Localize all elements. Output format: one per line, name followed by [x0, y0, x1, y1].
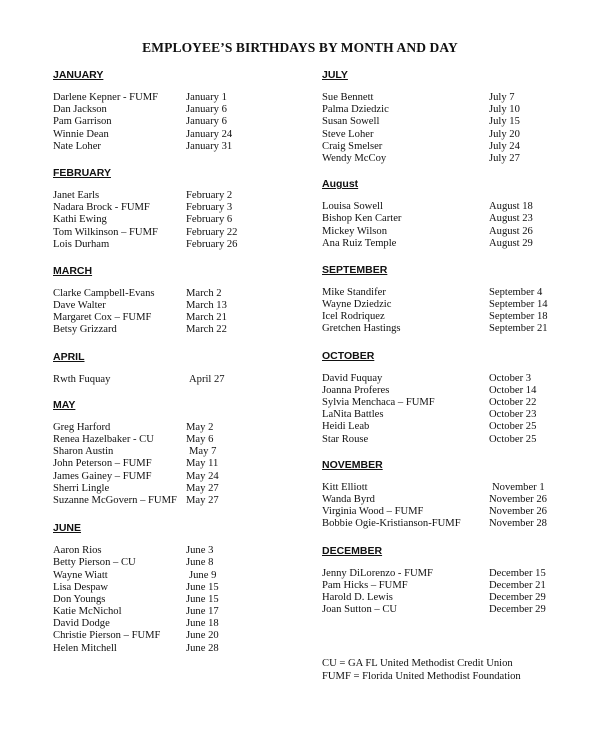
birthday-date: August 26 [489, 225, 533, 237]
list-item [53, 116, 303, 128]
month-heading: August [322, 178, 359, 191]
employee-name: Janet Earls [53, 189, 100, 201]
employee-name: Steve Loher [322, 128, 374, 140]
month-block-january [53, 68, 303, 153]
birthday-date: June 8 [186, 557, 214, 569]
list-item [322, 385, 582, 397]
employee-name: Star Rouse [322, 433, 369, 445]
list-item [53, 495, 303, 507]
employee-name: Craig Smelser [322, 140, 383, 152]
employee-name: Don Youngs [53, 593, 106, 605]
birthday-date: November 26 [489, 506, 547, 518]
employee-name: Sherri Lingle [53, 482, 110, 494]
employee-name: Winnie Dean [53, 128, 109, 140]
employee-name: Wayne Dziedzic [322, 299, 392, 311]
list-item [53, 545, 303, 557]
employee-name: Heidi Leab [322, 421, 370, 433]
birthday-date: June 15 [186, 593, 219, 605]
birthday-date: September 14 [489, 299, 548, 311]
list-item [322, 104, 582, 116]
employee-name: Mickey Wilson [322, 225, 387, 237]
birthday-date: September 18 [489, 311, 548, 323]
list-item [322, 604, 582, 616]
employee-name: Bishop Ken Carter [322, 213, 402, 225]
birthday-date: January 1 [186, 92, 227, 103]
list-item [53, 434, 303, 446]
month-heading: NOVEMBER [322, 458, 383, 471]
month-block-april [53, 350, 303, 386]
birthday-date: January 6 [186, 104, 227, 116]
employee-name: Ana Ruiz Temple [322, 237, 397, 249]
employee-name: Lisa Despaw [53, 581, 109, 593]
list-item [53, 239, 303, 251]
list-item [53, 214, 303, 226]
employee-name: Greg Harford [53, 421, 111, 433]
list-item [53, 630, 303, 642]
birthday-date: April 27 [189, 373, 225, 385]
birthday-date: October 25 [489, 433, 537, 445]
list-item [53, 606, 303, 618]
employee-name: Sylvia Menchaca – FUMF [322, 397, 435, 408]
birthday-date: August 18 [489, 201, 533, 213]
employee-name: Tom Wilkinson – FUMF [53, 226, 158, 238]
page-title: EMPLOYEE’S BIRTHDAYS BY MONTH AND DAY [142, 40, 458, 55]
birthday-date: July 24 [489, 140, 520, 152]
birthday-date: December 21 [489, 579, 546, 591]
list-item [322, 434, 582, 446]
employee-name: Joan Sutton – CU [322, 604, 398, 616]
list-item [53, 104, 303, 116]
birthday-date: March 2 [186, 287, 222, 299]
list-item [322, 226, 582, 238]
month-heading: APRIL [53, 350, 85, 363]
employee-name: Betty Pierson – CU [53, 557, 136, 569]
month-block-december [322, 544, 582, 617]
list-item [322, 299, 582, 311]
month-block-november [322, 458, 582, 531]
birthday-date: July 7 [489, 92, 515, 103]
birthday-date: October 23 [489, 409, 537, 421]
employee-name: David Fuquay [322, 372, 383, 384]
birthday-date: June 18 [186, 618, 219, 630]
birthday-date: May 7 [189, 446, 217, 458]
employee-name: LaNita Battles [322, 409, 384, 421]
list-item [322, 373, 582, 385]
birthday-date: December 29 [489, 604, 546, 616]
list-item [322, 518, 582, 530]
employee-name: Joanna Proferes [322, 384, 390, 396]
birthday-date: March 22 [186, 324, 227, 336]
birthday-date: March 21 [186, 312, 227, 324]
birthday-date: June 20 [186, 630, 219, 642]
list-item [53, 643, 303, 655]
list-item [322, 482, 582, 494]
birthday-date: September 21 [489, 323, 548, 335]
list-item [322, 238, 582, 250]
birthday-date: November 1 [492, 481, 545, 493]
employee-name: Renea Hazelbaker - CU [53, 434, 154, 445]
list-item [322, 141, 582, 153]
birthday-date: February 6 [186, 214, 233, 226]
month-block-may [53, 398, 303, 507]
list-item [53, 129, 303, 141]
month-block-june [53, 521, 303, 655]
list-item [53, 141, 303, 153]
employee-name: Dave Walter [53, 300, 106, 312]
employee-name: Katie McNichol [53, 606, 122, 618]
list-item [53, 312, 303, 324]
list-item [322, 311, 582, 323]
employee-name: Wayne Wiatt [53, 569, 108, 581]
employee-name: Pam Hicks – FUMF [322, 579, 408, 591]
employee-name: Rwth Fuquay [53, 373, 111, 385]
list-item [322, 568, 582, 580]
birthday-date: September 4 [489, 286, 543, 298]
legend-note-cu: CU = GA FL United Methodist Credit Union [322, 658, 513, 669]
list-item [53, 557, 303, 569]
birthday-date: October 3 [489, 372, 532, 384]
right-column [322, 68, 582, 628]
month-heading: JANUARY [53, 69, 104, 81]
legend-note-fumf: FUMF = Florida United Methodist Foundation [322, 671, 521, 682]
employee-name: Kitt Elliott [322, 481, 368, 493]
birthday-date: October 25 [489, 421, 537, 433]
list-item [53, 422, 303, 434]
employee-name: Christie Pierson – FUMF [53, 630, 161, 642]
employee-name: Darlene Kepner - FUMF [53, 92, 159, 103]
employee-name: Dan Jackson [53, 104, 107, 116]
birthday-date: July 15 [489, 116, 520, 128]
list-item [53, 324, 303, 336]
employee-name: David Dodge [53, 618, 110, 630]
list-item [53, 594, 303, 606]
employee-name: John Peterson – FUMF [53, 458, 152, 470]
month-block-august [322, 177, 582, 250]
list-item [322, 287, 582, 299]
list-item [322, 409, 582, 421]
month-heading: FEBRUARY [53, 166, 111, 179]
birthday-date: February 22 [186, 226, 238, 238]
employee-name: Harold D. Lewis [322, 591, 393, 603]
month-block-october [322, 349, 582, 446]
list-item [53, 374, 303, 386]
birthday-date: May 24 [186, 470, 219, 482]
employee-name: Gretchen Hastings [322, 323, 401, 335]
birthday-date: May 2 [186, 421, 214, 433]
employee-name: Suzanne McGovern – FUMF [53, 494, 177, 506]
employee-name: Pam Garrison [53, 116, 112, 128]
list-item [53, 300, 303, 312]
month-heading: JULY [322, 69, 348, 81]
list-item [53, 288, 303, 300]
employee-name: Kathi Ewing [53, 214, 107, 226]
left-column [53, 68, 303, 667]
month-block-july [322, 68, 582, 165]
employee-name: Sharon Austin [53, 446, 114, 458]
month-heading: MARCH [53, 264, 93, 277]
birthday-date: July 10 [489, 104, 520, 116]
legend-notes [322, 657, 521, 683]
employee-name: Jenny DiLorenzo - FUMF [322, 567, 433, 579]
birthday-date: November 26 [489, 493, 547, 505]
month-heading: SEPTEMBER [322, 263, 388, 276]
employee-name: Louisa Sowell [322, 201, 383, 213]
employee-name: Susan Sowell [322, 116, 380, 128]
birthday-date: May 6 [186, 434, 214, 445]
list-item [322, 397, 582, 409]
list-item [53, 458, 303, 470]
list-item [53, 582, 303, 594]
month-heading: MAY [53, 398, 76, 411]
list-item [322, 592, 582, 604]
birthday-date: February 3 [186, 202, 233, 214]
birthday-date: August 23 [489, 213, 533, 225]
list-item [53, 202, 303, 214]
employee-name: Virginia Wood – FUMF [322, 506, 424, 518]
employee-name: Clarke Campbell-Evans [53, 287, 155, 299]
birthday-date: December 29 [489, 591, 546, 603]
list-item [53, 190, 303, 202]
birthday-date: August 29 [489, 237, 533, 249]
employee-name: Mike Standifer [322, 286, 386, 298]
month-heading: OCTOBER [322, 349, 375, 362]
employee-name: Icel Rodriquez [322, 311, 385, 323]
birthday-date: November 28 [489, 518, 547, 530]
birthday-date: May 27 [186, 482, 219, 494]
employee-name: Wendy McCoy [322, 152, 387, 164]
list-item [322, 213, 582, 225]
list-item [322, 494, 582, 506]
employee-name: Bobbie Ogie-Kristianson-FUMF [322, 518, 461, 530]
month-block-february [53, 166, 303, 251]
birthday-date: June 15 [186, 581, 219, 593]
list-item [322, 92, 582, 104]
birthday-date: June 28 [186, 642, 219, 654]
birthday-date: January 31 [186, 140, 233, 152]
employee-name: Betsy Grizzard [53, 324, 117, 336]
employee-name: Sue Bennett [322, 92, 374, 103]
list-item [53, 618, 303, 630]
birthday-date: July 27 [489, 152, 520, 164]
list-item [53, 446, 303, 458]
birthday-date: February 26 [186, 238, 238, 250]
birthday-date: May 27 [186, 494, 219, 506]
list-item [322, 116, 582, 128]
list-item [53, 471, 303, 483]
birthday-date: March 13 [186, 300, 227, 312]
list-item [322, 421, 582, 433]
birthday-date: May 11 [186, 458, 219, 470]
birthday-date: January 6 [186, 116, 227, 128]
list-item [53, 483, 303, 495]
employee-name: Nate Loher [53, 140, 101, 152]
employee-name: Nadara Brock - FUMF [53, 202, 150, 214]
list-item [53, 570, 303, 582]
employee-name: Aaron Rios [53, 545, 102, 557]
list-item [322, 506, 582, 518]
birthday-date: December 15 [489, 567, 546, 579]
birthday-date: October 22 [489, 397, 537, 408]
birthday-date: July 20 [489, 128, 520, 140]
employee-name: Wanda Byrd [322, 493, 375, 505]
list-item [322, 323, 582, 335]
month-block-march [53, 264, 303, 337]
birthday-date: January 24 [186, 128, 233, 140]
list-item [53, 92, 303, 104]
birthday-date: June 9 [189, 569, 217, 581]
list-item [322, 129, 582, 141]
birthday-date: October 14 [489, 384, 537, 396]
list-item [322, 201, 582, 213]
birthday-date: June 3 [186, 545, 214, 557]
month-heading: JUNE [53, 522, 82, 535]
employee-name: Margaret Cox – FUMF [53, 312, 152, 324]
list-item [322, 153, 582, 165]
employee-name: Palma Dziedzic [322, 104, 389, 116]
list-item [53, 227, 303, 239]
employee-name: James Gainey – FUMF [53, 470, 152, 482]
birthday-date: February 2 [186, 189, 233, 201]
month-heading: DECEMBER [322, 544, 383, 557]
birthday-date: June 17 [186, 606, 219, 618]
employee-name: Lois Durham [53, 238, 110, 250]
list-item [322, 580, 582, 592]
month-block-september [322, 263, 582, 336]
employee-name: Helen Mitchell [53, 642, 117, 654]
